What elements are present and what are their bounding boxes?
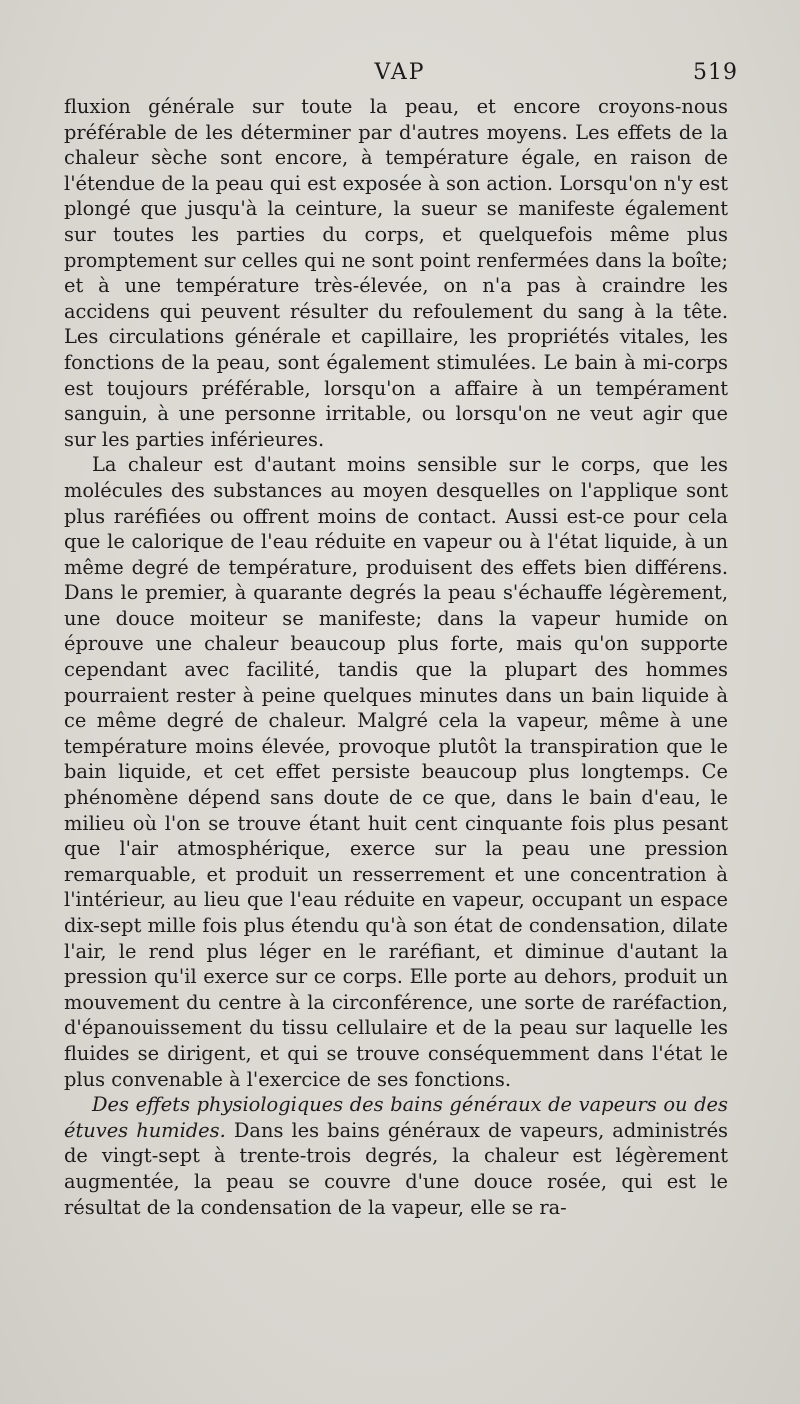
section-heading: Des effets physiologiques des bains généraux de vapeurs ou des étuves humides. xyxy=(64,1093,728,1142)
page-number: 519 xyxy=(693,60,738,85)
running-header xyxy=(0,60,800,96)
section-text: Dans les bains généraux de vapeurs, administrés de vingt-sept à trente-trois degrés, la chaleur est légèrement augmentée, la peau se couvre d'une douce rosée, qui est le résultat de la condensation de la vapeur, elle se ra- xyxy=(64,1118,728,1219)
header-title: VAP xyxy=(374,60,426,85)
paragraph-heat-vapor: La chaleur est d'autant moins sensible sur le corps, que les molécules des substances au moyen desquelles on l'applique sont plus raréfiées ou offrent moins de contact. Aussi est-ce pour cela que le calorique de l'eau réduite en vapeur ou à l'état liquide, à un même degré de température, produisent des effets bien différens. Dans le premier, à quarante degrés la peau s'échauffe légèrement, une douce moiteur se manifeste; dans la vapeur humide on éprouve une chaleur beaucoup plus forte, mais qu'on supporte cependant avec facilité, tandis que la plupart des hommes pourraient rester à peine quelques minutes dans un bain liquide à ce même degré de chaleur. Malgré cela la vapeur, même à une température moins élevée, provoque plutôt la transpiration que le bain liquide, et cet effet persiste beaucoup plus longtemps. Ce phénomène dépend sans doute de ce que, dans le bain d'eau, le milieu où l'on se trouve étant huit cent cinquante fois plus pesant que l'air atmosphérique, exerce sur la peau une pression remarquable, et produit un resserrement et une concentration à l'intérieur, au lieu que l'eau réduite en vapeur, occupant un espace dix-sept mille fois plus étendu qu'à son état de condensation, dilate l'air, le rend plus léger en le raréfiant, et diminue d'autant la pression qu'il exerce sur ce corps. Elle porte au dehors, produit un mouvement du centre à la circonférence, une sorte de raréfaction, d'épanouissement du tissu cellulaire et de la peau sur laquelle les fluides se dirigent, et qui se trouve conséquemment dans l'état le plus convenable à l'exercice de ses fonctions. xyxy=(64,453,728,1091)
body-text xyxy=(64,94,728,1220)
paragraph-continued: fluxion générale sur toute la peau, et encore croyons-nous préférable de les déterminer par d'autres moyens. Les effets de la chaleur sèche sont encore, à température égale, en raison de l'étendue de la peau qui est exposée à son action. Lorsqu'on n'y est plongé que jusqu'à la ceinture, la sueur se manifeste également sur toutes les parties du corps, et quelquefois même plus promptement sur celles qui ne sont point renfermées dans la boîte; et à une température très-élevée, on n'a pas à craindre les accidens qui peuvent résulter du refoulement du sang à la tête. Les circulations générale et capillaire, les propriétés vitales, les fonctions de la peau, sont également stimulées. Le bain à mi-corps est toujours préférable, lorsqu'on a affaire à un tempérament sanguin, à une personne irritable, ou lorsqu'on ne veut agir que sur les parties inférieures. xyxy=(64,95,728,451)
paragraph-section xyxy=(64,1092,728,1220)
